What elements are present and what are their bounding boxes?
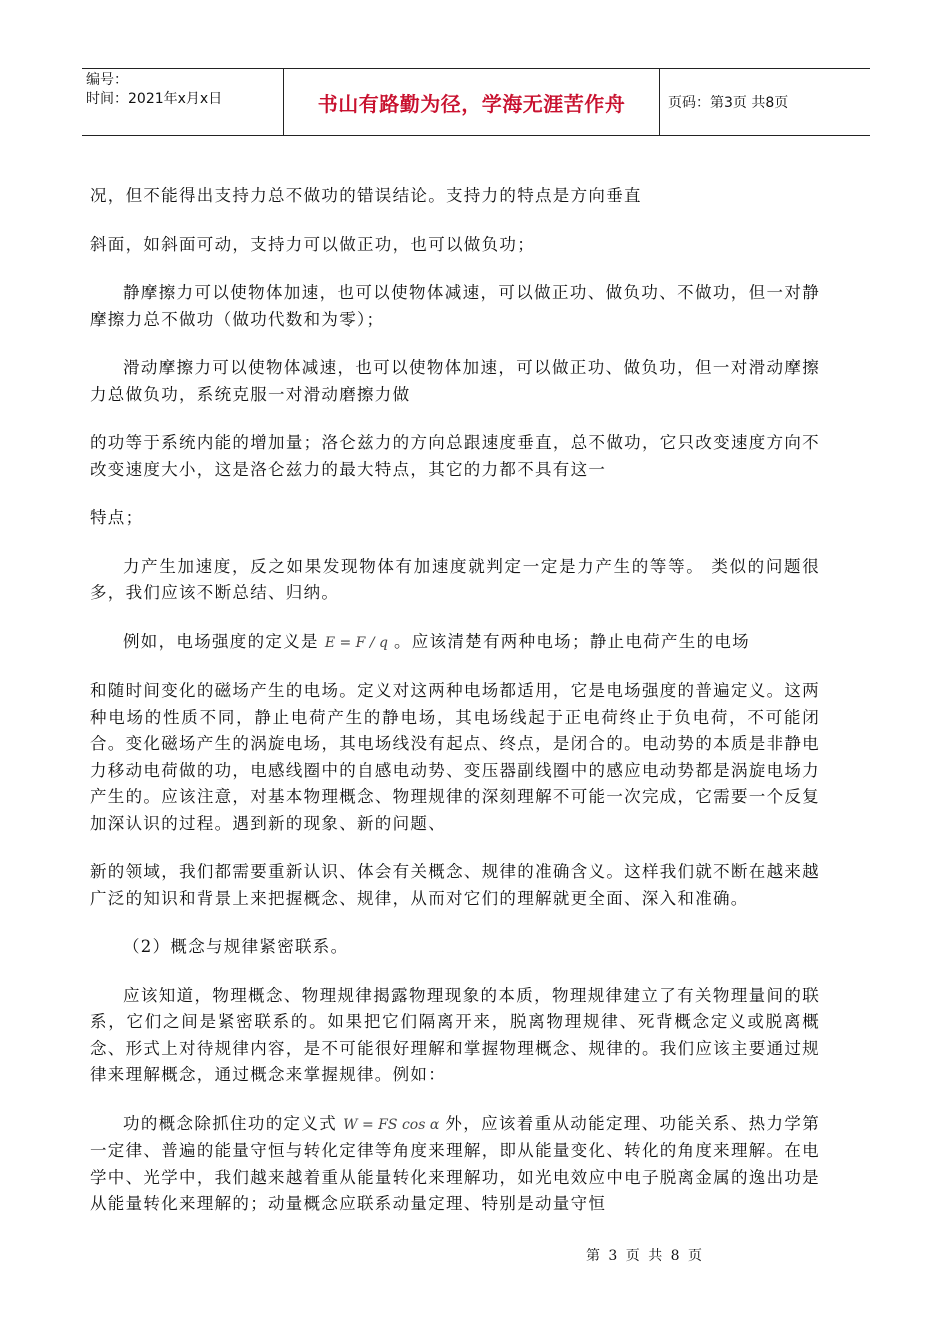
paragraph-13-text-b: 外，应该着重从动能定理、功能关系、热力学第一定律、普遍的能量守恒与转化定律等角度来理解，即从能量变化、转化的角度来理解。在电学中、光学中，我们越来越着重从能量转化来理解功，如光电效应中电子脱离金属的逸出功是从能量转化来理解的；动量概念应联系动量定理、特别是动量守恒 [90, 1113, 820, 1213]
section-heading: （2）概念与规律紧密联系。 [123, 937, 349, 956]
paragraph-1: 况，但不能得出支持力总不做功的错误结论。支持力的特点是方向垂直 [90, 186, 642, 205]
paragraph-8 [90, 629, 820, 657]
paragraph-13 [90, 1111, 820, 1218]
header-meta [82, 69, 284, 135]
header-page-info-cell [660, 69, 870, 135]
document-time-label: 时间：2021年x月x日 [86, 91, 223, 107]
document-number-label: 编号： [86, 72, 128, 88]
paragraph-5: 的功等于系统内能的增加量；洛仑兹力的方向总跟速度垂直，总不做功，它只改变速度方向不改变速度大小，这是洛仑兹力的最大特点，其它的力都不具有这一 [90, 433, 820, 479]
paragraph-2: 斜面，如斜面可动，支持力可以做正功，也可以做负功； [90, 234, 535, 254]
document-body [90, 183, 820, 1218]
paragraph-7: 力产生加速度，反之如果发现物体有加速度就判定一定是力产生的等等。 类似的问题很多，我们应该不断总结、归纳。 [90, 556, 820, 602]
electric-field-formula: E = F / q [324, 634, 388, 651]
header-motto-cell [284, 69, 660, 135]
paragraph-8-text-a: 例如，电场强度的定义是 [123, 631, 319, 651]
page-footer [0, 1245, 950, 1265]
header-page-info: 页码：第3页 共8页 [668, 95, 789, 111]
paragraph-8-text-b: 。应该清楚有两种电场；静止电荷产生的电场 [393, 631, 750, 651]
paragraph-9: 和随时间变化的磁场产生的电场。定义对这两种电场都适用，它是电场强度的普遍定义。这两种电场的性质不同，静止电荷产生的静电场，其电场线起于正电荷终止于负电荷，不可能闭合。变化磁场产生的涡旋电场，其电场线没有起点、终点，是闭合的。电动势的本质是非静电力移动电荷做的功，电感线圈中的自感电动势、变压器副线圈中的感应电动势都是涡旋电场力产生的。应该注意，对基本物理概念、物理规律的深刻理解不可能一次完成，它需要一个反复加深认识的过程。遇到新的现象、新的问题、 [90, 681, 820, 833]
paragraph-10: 新的领域，我们都需要重新认识、体会有关概念、规律的准确含义。这样我们就不断在越来越广泛的知识和背景上来把握概念、规律，从而对它们的理解就更全面、深入和准确。 [90, 862, 820, 908]
paragraph-13-text-a: 功的概念除抓住功的定义式 [123, 1113, 338, 1133]
paragraph-12: 应该知道，物理概念、物理规律揭露物理现象的本质，物理规律建立了有关物理量间的联系，它们之间是紧密联系的。如果把它们隔离开来，脱离物理规律、死背概念定义或脱离概念、形式上对待规律内容，是不可能很好理解和掌握物理概念、规律的。我们应该主要通过规律来理解概念，通过概念来掌握规律。例如： [90, 985, 820, 1084]
paragraph-3: 静摩擦力可以使物体加速，也可以使物体减速，可以做正功、做负功、不做功，但一对静摩擦力总不做功（做功代数和为零）； [90, 283, 820, 329]
paragraph-6: 特点； [90, 508, 144, 527]
work-formula: W = FS cos α [343, 1116, 440, 1133]
footer-page-number: 第 3 页 共 8 页 [585, 1248, 705, 1264]
page-header [82, 68, 870, 136]
paragraph-4: 滑动摩擦力可以使物体减速，也可以使物体加速，可以做正功、做负功，但一对滑动摩擦力总做负功，系统克服一对滑动磨擦力做 [90, 358, 820, 404]
header-motto: 书山有路勤为径，学海无涯苦作舟 [317, 91, 626, 116]
